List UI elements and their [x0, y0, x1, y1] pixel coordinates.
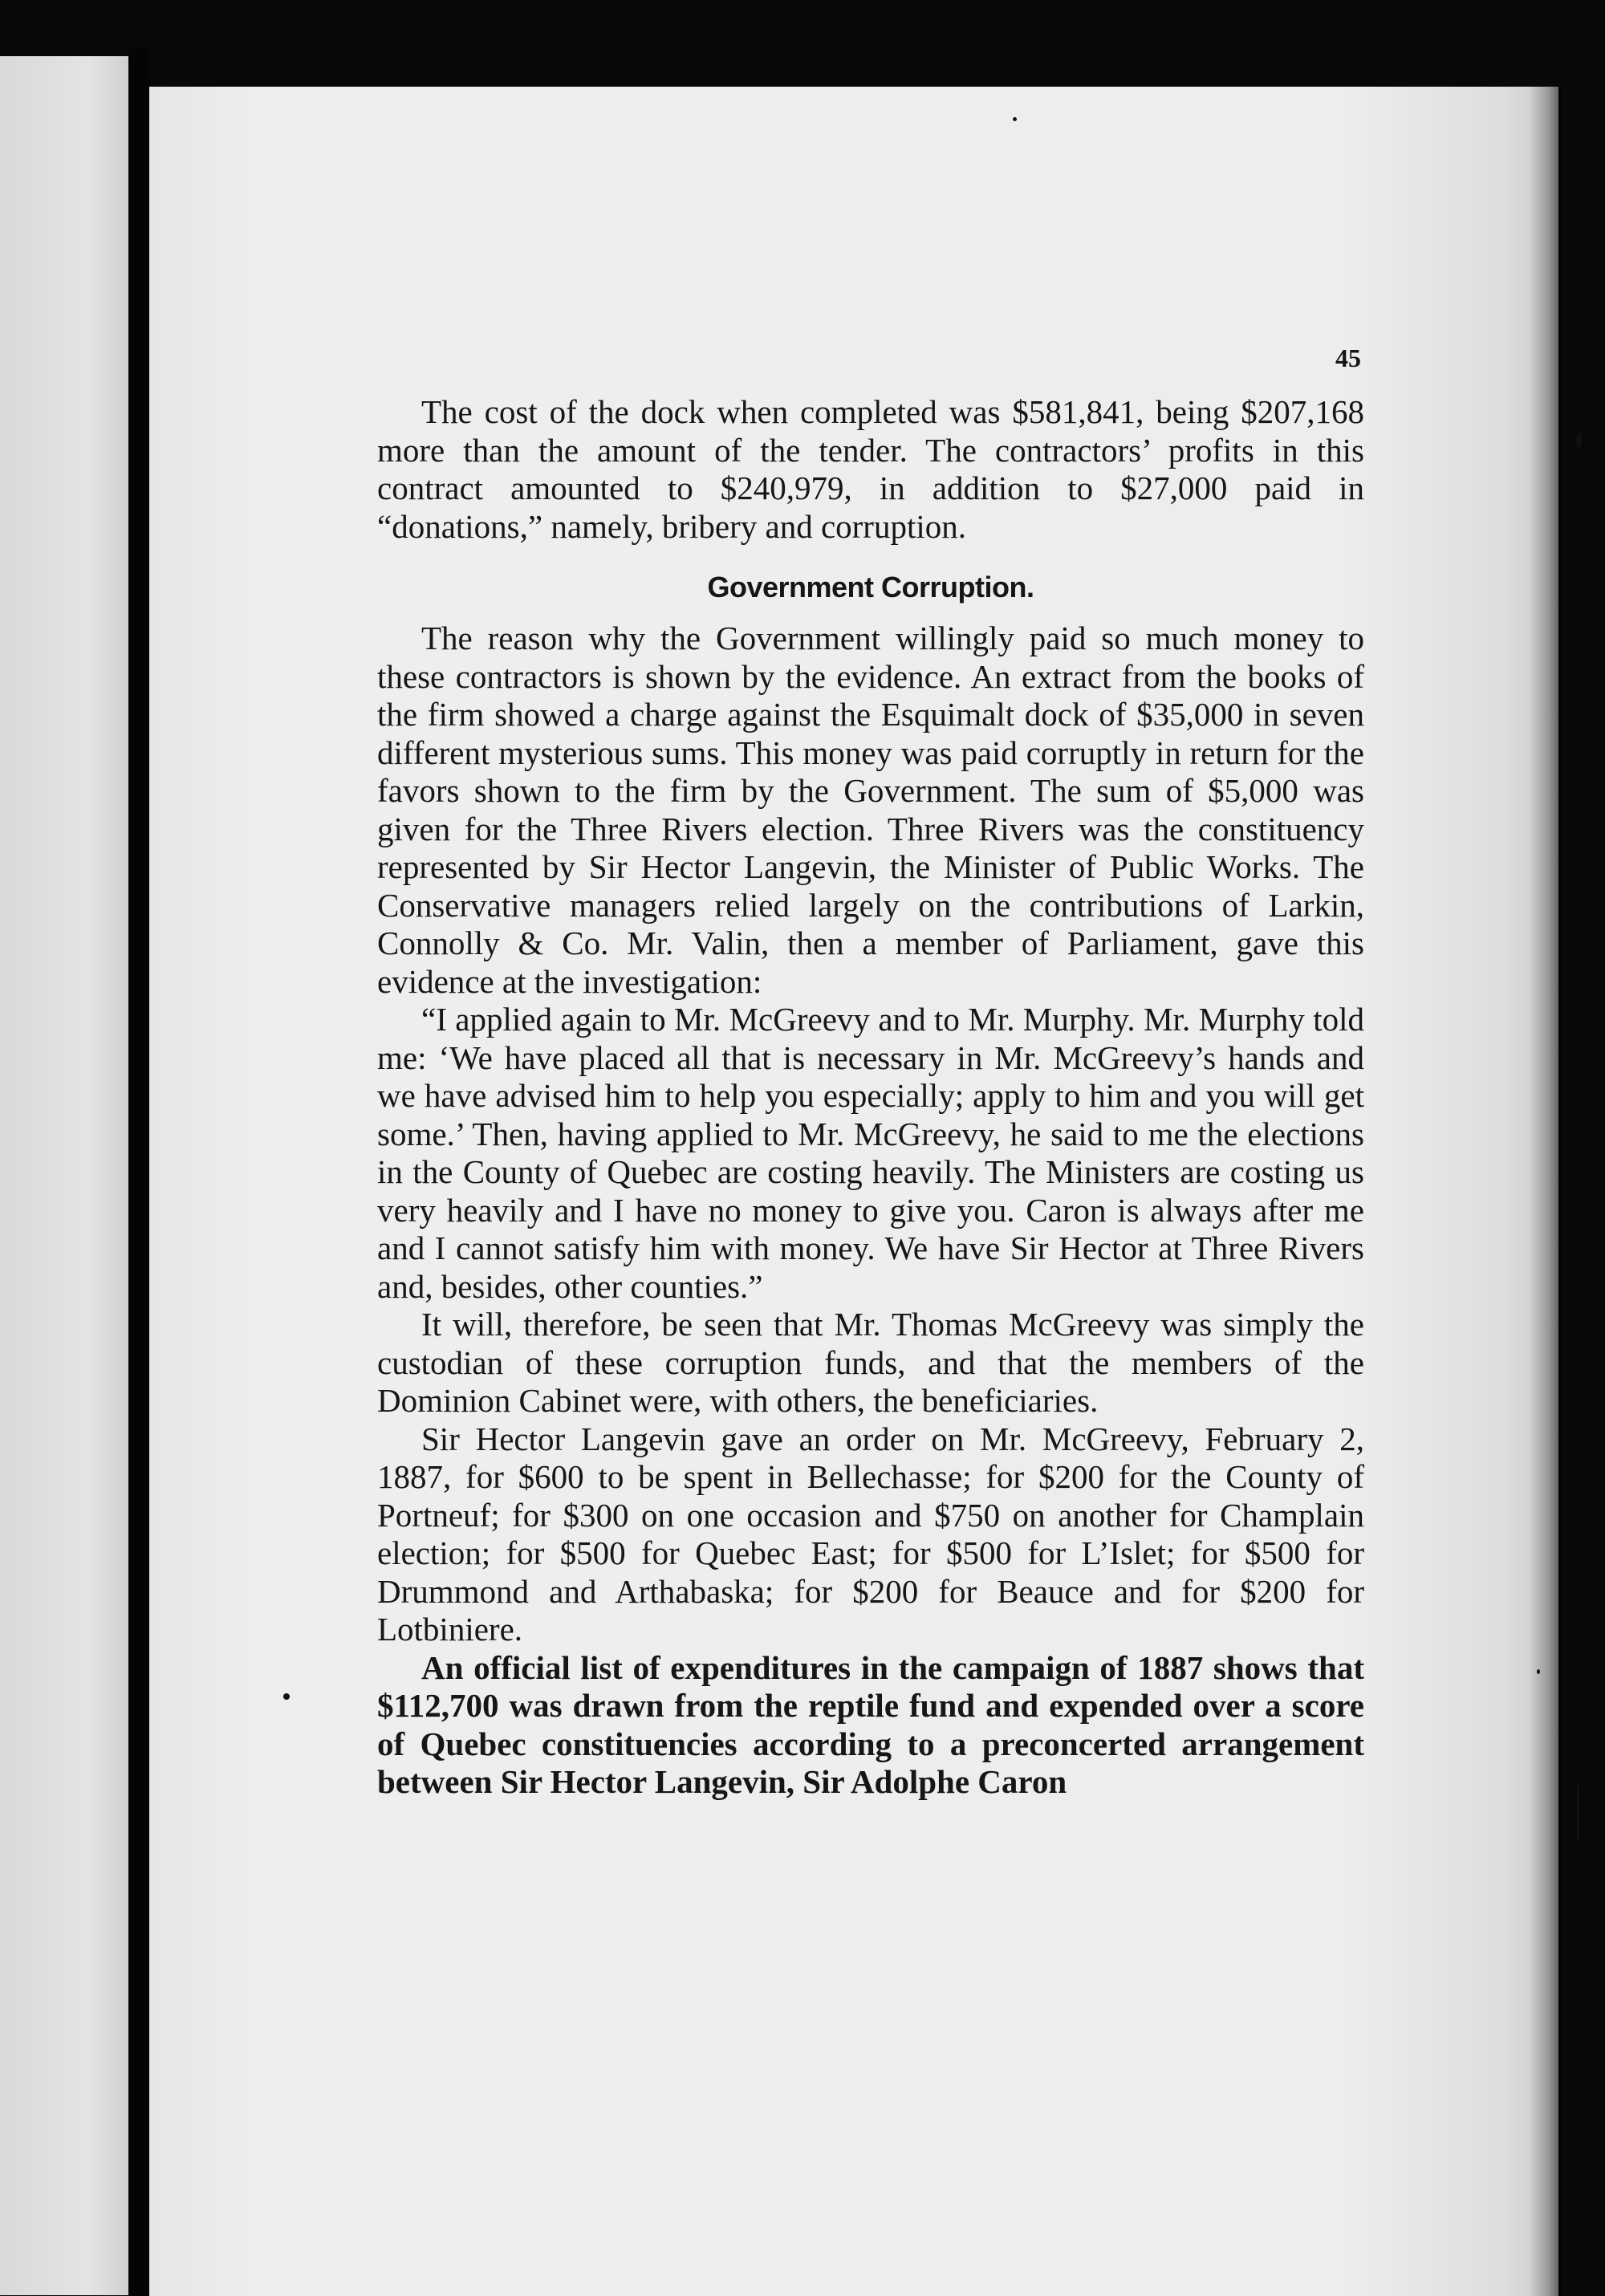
facing-page-edge [0, 56, 131, 2295]
paragraph-langevin-order: Sir Hector Langevin gave an order on Mr. McGreevy, February 2, 1887, for $600 to be spent in Bellechasse; for $200 for the County of Portneuf; for $300 on one occasion and $750 on another for Champlain election; for $500 for Quebec East; for $500 for L’Islet; for $500 for Drummond and Arthabaska; for $200 for Beauce and for $200 for Lotbiniere. [377, 1420, 1364, 1648]
scan-speck [1013, 117, 1017, 121]
page-text [377, 393, 1364, 1802]
page-number: 45 [1335, 343, 1361, 372]
paragraph-custodian: It will, therefore, be seen that Mr. Thomas McGreevy was simply the custodian of these corruption funds, and that the members of the Dominion Cabinet were, with others, the beneficiaries. [377, 1306, 1364, 1419]
scan-speck [283, 1693, 290, 1700]
paragraph-government-reason: The reason why the Government willingly paid so much money to these contractors is shown by the evidence. An extract from the books of the firm showed a charge against the Esquimalt dock of $35,000 in seven different mysterious sums. This money was paid corruptly in return for the favors shown to the firm by the Government. The sum of $5,000 was given for the Three Rivers election. Three Rivers was the constituency represented by Sir Hector Langevin, the Minister of Public Works. The Conservative managers relied largely on the contributions of Larkin, Connolly & Co. Mr. Valin, then a member of Parliament, gave this evidence at the investigation: [377, 620, 1364, 1000]
scan-speck [1537, 1669, 1540, 1674]
section-heading: Government Corruption. [707, 571, 1034, 603]
paragraph-valin-quote: “I applied again to Mr. McGreevy and to Mr. Murphy. Mr. Murphy told me: ‘We have placed all that is necessary in Mr. McGreevy’s hands and we have advised him to help you especially; apply to him and you will get some.’ Then, having applied to Mr. McGreevy, he said to me the elections in the County of Quebec are costing heavily. The Ministers are costing us very heavily and I have no money to give you. Caron is always after me and I cannot satisfy him with money. We have Sir Hector at Three Rivers and, besides, other counties.” [377, 1001, 1364, 1305]
page-edge-shadow [1529, 87, 1561, 2296]
paragraph-dock-cost: The cost of the dock when completed was $581,841, being $207,168 more than the amount of the tender. The contractors’ profits in this contract amounted to $240,979, in addition to $27,000 paid in “donations,” namely, bribery and corruption. [377, 393, 1364, 545]
scan-speck [1577, 1786, 1579, 1842]
book-gutter [128, 48, 149, 2296]
scan-speck [1576, 433, 1582, 448]
paragraph-official-list: An official list of expenditures in the campaign of 1887 shows that $112,700 was drawn from the reptile fund and expended over a score of Quebec constituencies according to a preconcerted arrangement between Sir Hector Langevin, Sir Adolphe Caron [377, 1648, 1364, 1800]
